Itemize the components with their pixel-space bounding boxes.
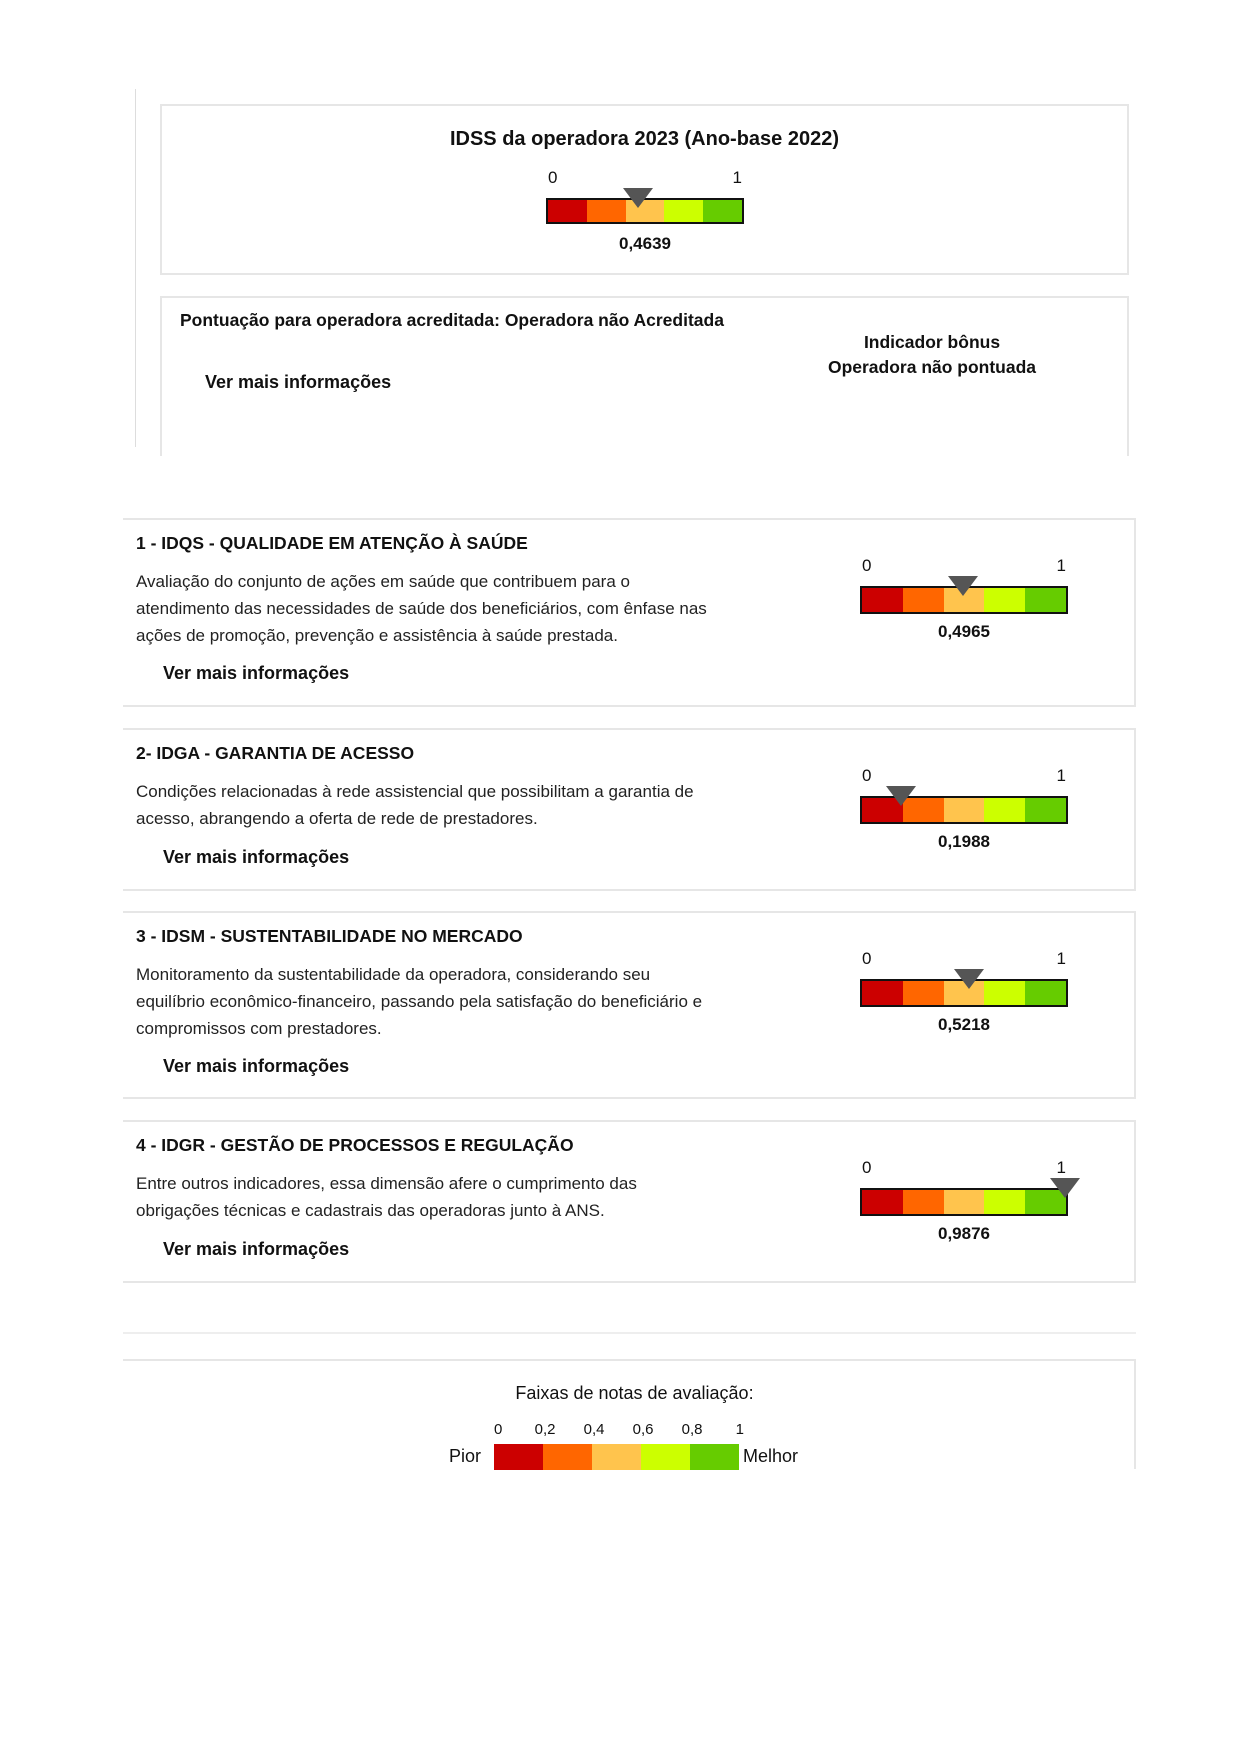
indicator-description: obrigações técnicas e cadastrais das operadoras junto à ANS. [136,1201,605,1220]
indicator-title: 1 - IDQS - QUALIDADE EM ATENÇÃO À SAÚDE [136,533,528,553]
legend-band [494,1444,543,1470]
divider [135,89,136,447]
legend-tick-label: 0 [494,1421,503,1438]
gauge-min-label: 0 [862,766,872,785]
indicator-description: atendimento das necessidades de saúde dos beneficiários, com ênfase nas [136,599,707,618]
more-info-link[interactable]: Ver mais informações [163,1056,350,1076]
indicator-description: acesso, abrangendo a oferta de rede de prestadores. [136,809,538,828]
legend-card [123,1359,1136,1469]
indicator-title: 4 - IDGR - GESTÃO DE PROCESSOS E REGULAÇÃO [136,1135,574,1155]
indicator-gauge [860,949,1068,1034]
indicator-title: 2- IDGA - GARANTIA DE ACESSO [136,743,415,763]
gauge-min-label: 0 [862,1158,872,1177]
indicator-description: Condições relacionadas à rede assistencial que possibilitam a garantia de [136,782,694,801]
bonus-title: Indicador bônus [863,332,1001,352]
legend-band [690,1444,739,1470]
page-title: IDSS da operadora 2023 (Ano-base 2022) [449,128,840,150]
gauge-pointer-icon [1050,1178,1080,1198]
gauge-max-label: 1 [1056,556,1066,575]
gauge-band [984,798,1025,822]
gauge-band [703,200,742,222]
gauge-band [862,588,903,612]
indicator-gauge [860,556,1068,641]
indicator-title: 3 - IDSM - SUSTENTABILIDADE NO MERCADO [136,926,523,946]
indicator-description: ações de promoção, prevenção e assistência à saúde prestada. [136,626,618,645]
gauge-band [903,981,944,1005]
gauge-min-label: 0 [862,556,872,575]
gauge-band [984,1190,1025,1214]
gauge-max-label: 1 [1056,1158,1066,1177]
more-info-link[interactable]: Ver mais informações [205,372,392,392]
legend-title: Faixas de notas de avaliação: [515,1383,754,1403]
gauge-band [862,1190,903,1214]
idss-summary-card [160,104,1129,275]
gauge-band [984,981,1025,1005]
gauge-min-label: 0 [862,949,872,968]
legend-tick-label: 0,2 [534,1421,556,1438]
gauge-band [903,1190,944,1214]
legend-worst-label: Pior [449,1446,482,1466]
indicator-card [123,728,1136,891]
accreditation-card [160,296,1129,456]
gauge-value: 0,9876 [938,1224,990,1243]
legend-tick-label: 0,6 [632,1421,654,1438]
bonus-value: Operadora não pontuada [827,357,1037,377]
indicator-description: equilíbrio econômico-financeiro, passando pela satisfação do beneficiário e [136,992,703,1011]
indicator-gauge [860,766,1068,851]
gauge-pointer-icon [623,188,653,208]
gauge-band [862,981,903,1005]
gauge-value: 0,1988 [938,832,990,851]
indicator-card [123,911,1136,1099]
gauge-band [548,200,587,222]
gauge-pointer-icon [954,969,984,989]
gauge-band [944,1190,985,1214]
gauge-band [1025,798,1066,822]
gauge-value: 0,4639 [619,234,671,253]
gauge-band [664,200,703,222]
legend-tick-label: 1 [735,1421,745,1438]
indicator-description: Avaliação do conjunto de ações em saúde que contribuem para o [136,572,630,591]
legend-band [592,1444,641,1470]
legend-tick-label: 0,8 [681,1421,703,1438]
separator [123,1332,1136,1334]
indicator-description: Entre outros indicadores, essa dimensão afere o cumprimento das [136,1174,637,1193]
gauge-band [1025,981,1066,1005]
legend-tick-label: 0,4 [583,1421,605,1438]
gauge-band [903,588,944,612]
gauge-band [944,798,985,822]
gauge-band [1025,588,1066,612]
gauge-min-label: 0 [548,168,558,187]
indicator-card [123,1120,1136,1283]
more-info-link[interactable]: Ver mais informações [163,1239,350,1259]
indicator-description: Monitoramento da sustentabilidade da operadora, considerando seu [136,965,651,984]
gauge-max-label: 1 [732,168,742,187]
more-info-link[interactable]: Ver mais informações [163,847,350,867]
gauge-band [984,588,1025,612]
legend-bar [494,1444,739,1470]
gauge-value: 0,4965 [938,622,990,641]
accreditation-label: Pontuação para operadora acreditada: Operadora não Acreditada [180,310,724,330]
legend-band [641,1444,690,1470]
gauge-pointer-icon [948,576,978,596]
indicator-card [123,518,1136,707]
indicator-gauge [860,1158,1068,1243]
gauge-value: 0,5218 [938,1015,990,1034]
gauge-band [587,200,626,222]
gauge-bar [860,1188,1068,1216]
more-info-link[interactable]: Ver mais informações [163,663,350,683]
legend-best-label: Melhor [743,1446,799,1466]
gauge-max-label: 1 [1056,766,1066,785]
legend-band [543,1444,592,1470]
gauge-pointer-icon [886,786,916,806]
indicator-description: compromissos com prestadores. [136,1019,382,1038]
gauge-max-label: 1 [1056,949,1066,968]
idss-gauge [546,168,744,253]
